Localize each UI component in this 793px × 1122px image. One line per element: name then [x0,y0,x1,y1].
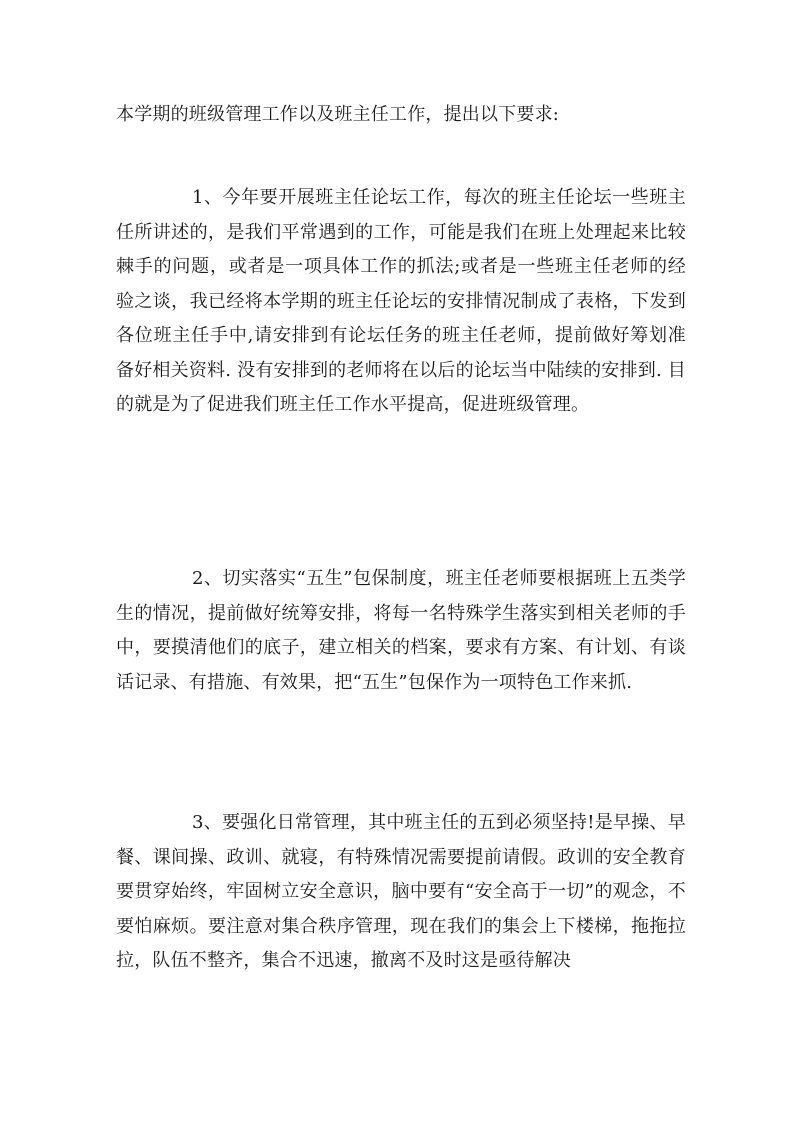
intro-line: 本学期的班级管理工作以及班主任工作，提出以下要求: [116,104,560,125]
paragraph-2: 2、切实落实“五生”包保制度，班主任老师要根据班上五类学生的情况，提前做好统筹安排，将每一名特殊学生落实到相关老师的手中，要摸清他们的底子，建立相关的档案，要求有方案、有计划、有谈话记录、有措施、有效果，把“五生”包保作为一项特色工作来抓. [116,568,686,693]
paragraph-3: 3、要强化日常管理，其中班主任的五到必须坚持!是早操、早餐、课间操、政训、就寝，有特殊情况需要提前请假。政训的安全教育要贯穿始终，牢固树立安全意识，脑中要有“安全高于一切”的观念，不要怕麻烦。要注意对集合秩序管理，现在我们的集会上下楼梯，拖拖拉拉，队伍不整齐，集合不迅速，撤离不及时这是亟待解决 [116,812,686,971]
paragraph-1: 1、今年要开展班主任论坛工作，每次的班主任论坛一些班主任所讲述的，是我们平常遇到的工作，可能是我们在班上处理起来比较棘手的问题，或者是一项具体工作的抓法;或者是一些班主任老师的经验之谈，我已经将本学期的班主任论坛的安排情况制成了表格，下发到各位班主任手中,请安排到有论坛任务的班主任老师，提前做好筹划准备好相关资料. 没有安排到的老师将在以后的论坛当中陆续的安排到. 目的就是为了促进我们班主任工作水平提高，促进班级管理。 [116,187,686,415]
